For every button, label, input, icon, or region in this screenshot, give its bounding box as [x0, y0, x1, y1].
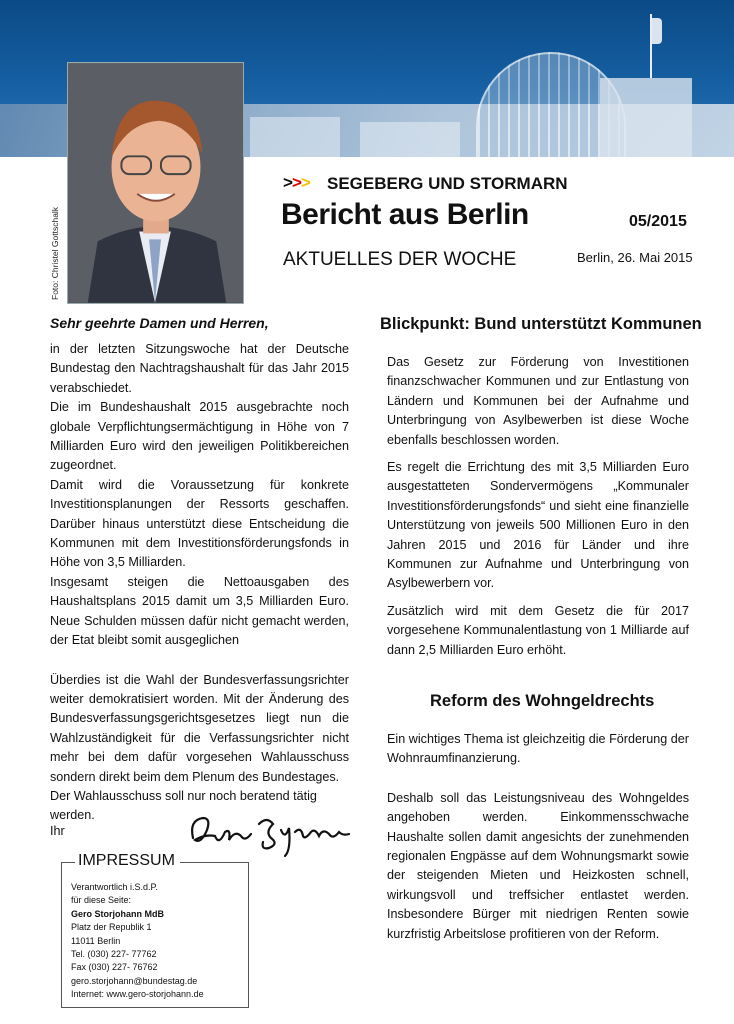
- photo-credit: Foto: Christel Gottschalk: [50, 206, 60, 300]
- paragraph: Deshalb soll das Leistungsniveau des Wohngeldes angehoben werden. Einkommensschwache Haushalte sollen damit angesichts der zunehmenden regionalen Engpässe auf dem Wohnungsmarkt sowie der steigenden Mieten und Heizkosten schnell, wirkungsvoll und treffsicher entlastet werden. Insbesondere Bürger mit niedrigen Renten sowie kurzfristig Arbeitslose profitieren von der Reform.: [387, 790, 689, 941]
- signature-image: [185, 810, 355, 860]
- left-column: [50, 340, 349, 826]
- banner-building: [360, 122, 460, 157]
- newsletter-title: Bericht aus Berlin: [281, 198, 529, 231]
- paragraph: Die im Bundeshaushalt 2015 ausgebrachte noch globale Verpflichtungsermächtigung in Höhe von 7 Milliarden Euro wird den jeweiligen Politikbereichen zugeordnet.: [50, 400, 349, 473]
- section-heading-reform: Reform des Wohngeldrechts: [430, 692, 655, 710]
- impressum-border: [180, 862, 249, 863]
- newsletter-subtitle: AKTUELLES DER WOCHE: [283, 249, 517, 270]
- arrow-gold: >: [300, 173, 310, 192]
- right-column: [387, 353, 689, 660]
- impressum-line: für diese Seite:: [71, 895, 132, 906]
- arrow-black: >: [283, 173, 292, 192]
- paragraph: Es regelt die Errichtung des mit 3,5 Milliarden Euro ausgestatteten Sondervermögens „Kommunaler Investitionsförderungsfonds“ und sieht eine finanzielle Unterstützung von jeweils 500 Millionen Euro in den Jahren 2015 und 2016 für Länder und ihre Kommunen zur Aufnahme und Unterbringung von Asylbewerbern vor.: [387, 460, 689, 591]
- impressum-tel: Tel. (030) 227- 77762: [71, 949, 157, 960]
- paragraph: Insgesamt steigen die Nettoausgaben des Haushaltsplans 2015 damit um 3,5 Milliarden Euro. Neue Schulden müssen dafür nicht gemacht werden, der Etat bleibt somit ausgeglichen: [50, 574, 349, 648]
- impressum-fax: Fax (030) 227- 76762: [71, 962, 158, 973]
- paragraph: Das Gesetz zur Förderung von Investitionen finanzschwacher Kommunen und zur Entlastung von Ländern und Kommunen bei der Aufnahme und Unterbringung von Asylbewerben ist diese Woche ebenfalls beschlossen worden.: [387, 355, 689, 447]
- paragraph: Ein wichtiges Thema ist gleichzeitig die Förderung der Wohnraumfinanzierung.: [387, 732, 689, 766]
- impressum-email[interactable]: gero.storjohann@bundestag.de: [71, 975, 198, 986]
- portrait-photo: [67, 62, 244, 304]
- title-arrows: [283, 173, 310, 193]
- impressum-street: Platz der Republik 1: [71, 922, 152, 933]
- arrow-red: >: [291, 173, 301, 192]
- impressum-web[interactable]: Internet: www.gero-storjohann.de: [71, 989, 204, 1000]
- region-label: SEGEBERG UND STORMARN: [327, 174, 568, 193]
- section-heading-blickpunkt: Blickpunkt: Bund unterstützt Kommunen: [380, 315, 702, 333]
- salutation: Sehr geehrte Damen und Herren,: [50, 315, 269, 331]
- closing: Ihr: [50, 824, 65, 838]
- paragraph: Zusätzlich wird mit dem Gesetz die für 2017 vorgesehene Kommunalentlastung von 1 Milliarde auf dann 2,5 Milliarden Euro erhöht.: [387, 603, 689, 657]
- right-column-lower: [387, 730, 689, 944]
- impressum-name: Gero Storjohann MdB: [71, 908, 164, 919]
- banner-building: [250, 117, 340, 157]
- portrait-illustration: [68, 63, 243, 303]
- impressum-line: Verantwortlich i.S.d.P.: [71, 882, 158, 892]
- impressum-city: 11011 Berlin: [71, 935, 121, 946]
- impressum-body: [71, 881, 204, 1002]
- reichstag-tower-image: [600, 78, 692, 157]
- issue-date: Berlin, 26. Mai 2015: [577, 250, 693, 265]
- paragraph: Der Wahlausschuss soll nur noch beratend tätig werden.: [50, 788, 317, 823]
- impressum-border: [61, 862, 75, 863]
- issue-number: 05/2015: [629, 213, 687, 230]
- impressum-title: IMPRESSUM: [75, 852, 178, 870]
- paragraph: Überdies ist die Wahl der Bundesverfassungsrichter weiter demokratisiert worden. Mit der Änderung des Bundesverfassungsgerichtsgesetzes liegt nun die Wahlzuständigkeit für die Verfassungsrichter nicht mehr bei dem dafür vorgesehen Wahlausschuss sondern direkt beim dem Plenum des Bundestages.: [50, 672, 349, 784]
- paragraph: Damit wird die Voraussetzung für konkrete Investitionsplanungen der Ressorts geschaffen. Darüber hinaus unterstützt diese Entscheidung die Kommunen mit dem Investitionsförderungsfonds in Höhe von 3,5 Milliarden.: [50, 477, 349, 570]
- paragraph: in der letzten Sitzungswoche hat der Deutsche Bundestag den Nachtragshaushalt für das Jahr 2015 verabschiedet.: [50, 342, 349, 395]
- flag-icon: [652, 18, 662, 44]
